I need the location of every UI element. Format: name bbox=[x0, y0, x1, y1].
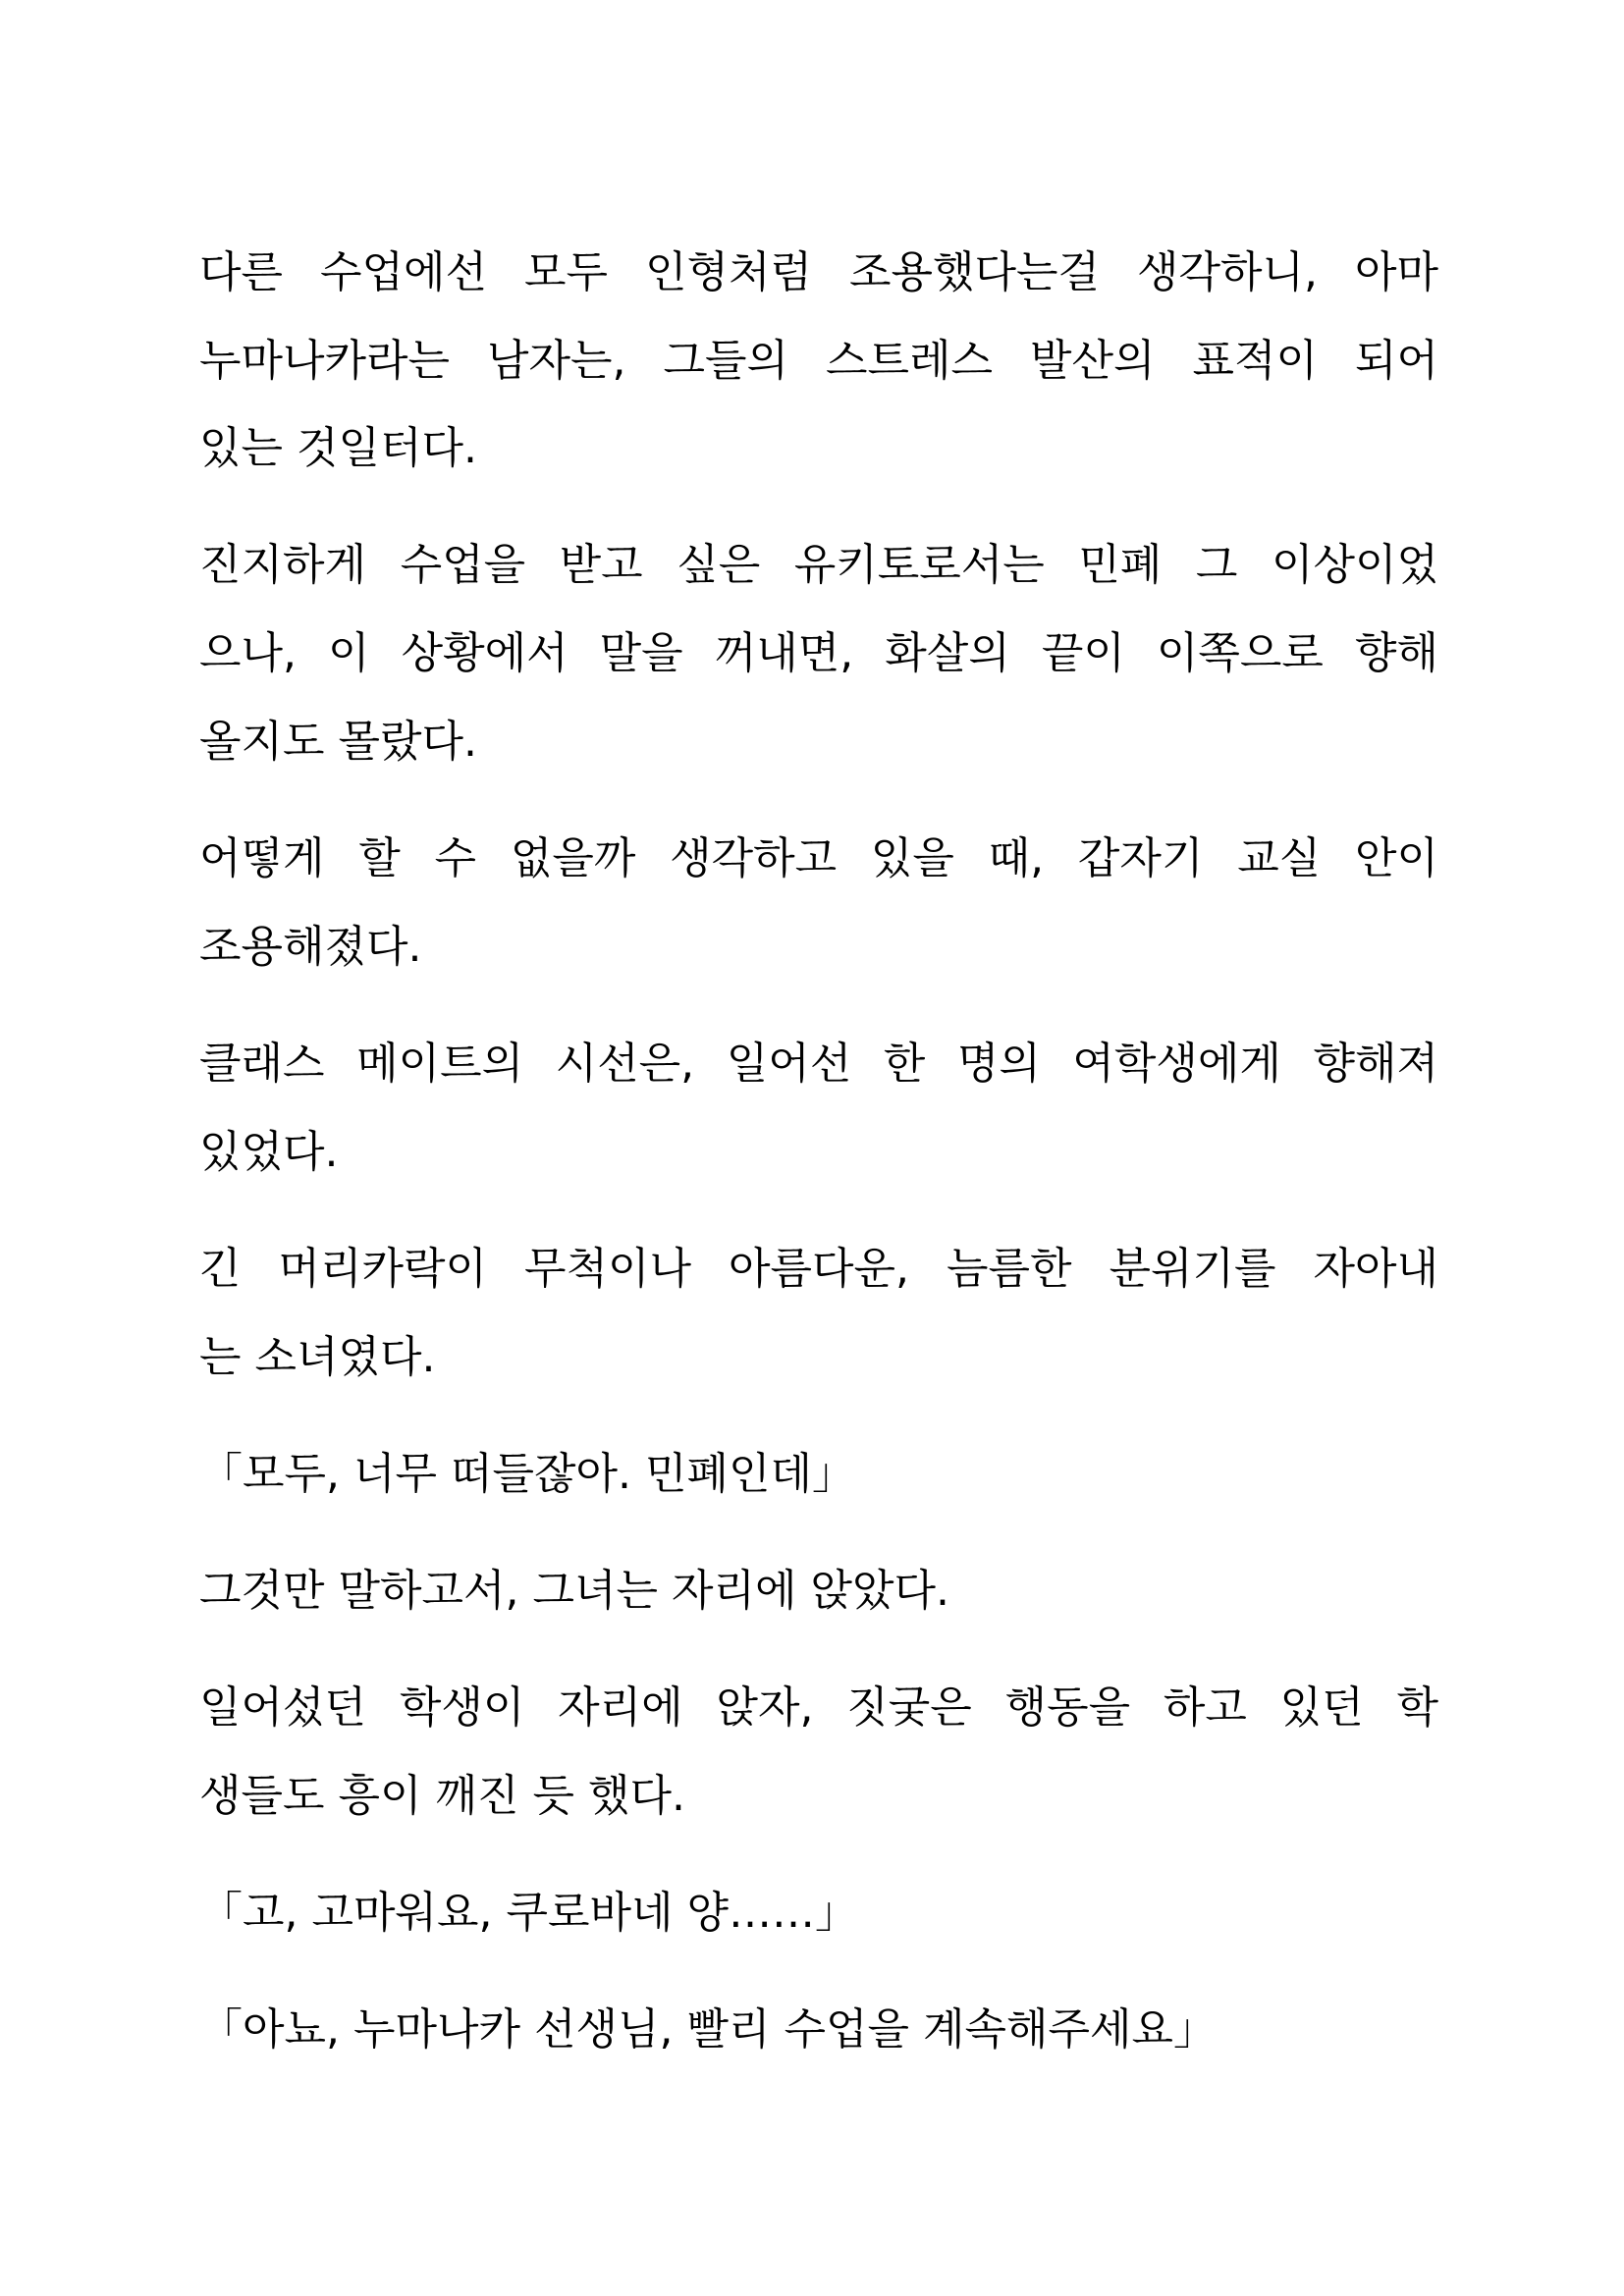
text-line: 생들도 흥이 깨진 듯 했다. bbox=[199, 1771, 685, 1821]
text-line: 일어섰던 학생이 자리에 앉자, 짓궂은 행동을 하고 있던 학 bbox=[199, 1682, 1438, 1733]
text-line: 는 소녀였다. bbox=[199, 1332, 436, 1382]
text-line: 진지하게 수업을 받고 싶은 유키토로서는 민폐 그 이상이었 bbox=[199, 540, 1438, 590]
text-line: 올지도 몰랐다. bbox=[199, 717, 477, 767]
text-line: 그것만 말하고서, 그녀는 자리에 앉았다. bbox=[199, 1566, 949, 1616]
text-line: 클래스 메이트의 시선은, 일어선 한 명의 여학생에게 향해져 bbox=[199, 1039, 1439, 1089]
text-line: 조용해졌다. bbox=[199, 922, 422, 972]
text-line: 긴 머리카락이 무척이나 아름다운, 늠름한 분위기를 자아내 bbox=[199, 1244, 1438, 1294]
text-line: 누마나카라는 남자는, 그들의 스트레스 발산의 표적이 되어 bbox=[199, 336, 1438, 386]
dialogue-line: 「모두, 너무 떠들잖아. 민폐인데」 bbox=[199, 1449, 855, 1499]
text-line: 으나, 이 상황에서 말을 꺼내면, 화살의 끝이 이쪽으로 향해 bbox=[199, 628, 1438, 678]
text-line: 있는 것일터다. bbox=[199, 423, 477, 473]
text-line: 어떻게 할 수 없을까 생각하고 있을 때, 갑자기 교실 안이 bbox=[199, 833, 1438, 883]
dialogue-line: 「고, 고마워요, 쿠로바네 양……」 bbox=[199, 1888, 858, 1938]
text-line: 다른 수업에선 모두 인형처럼 조용했다는걸 생각하니, 아마 bbox=[199, 247, 1438, 297]
text-line: 있었다. bbox=[199, 1127, 339, 1177]
dialogue-line: 「아뇨, 누마나카 선생님, 빨리 수업을 계속해주세요」 bbox=[199, 2004, 1217, 2055]
